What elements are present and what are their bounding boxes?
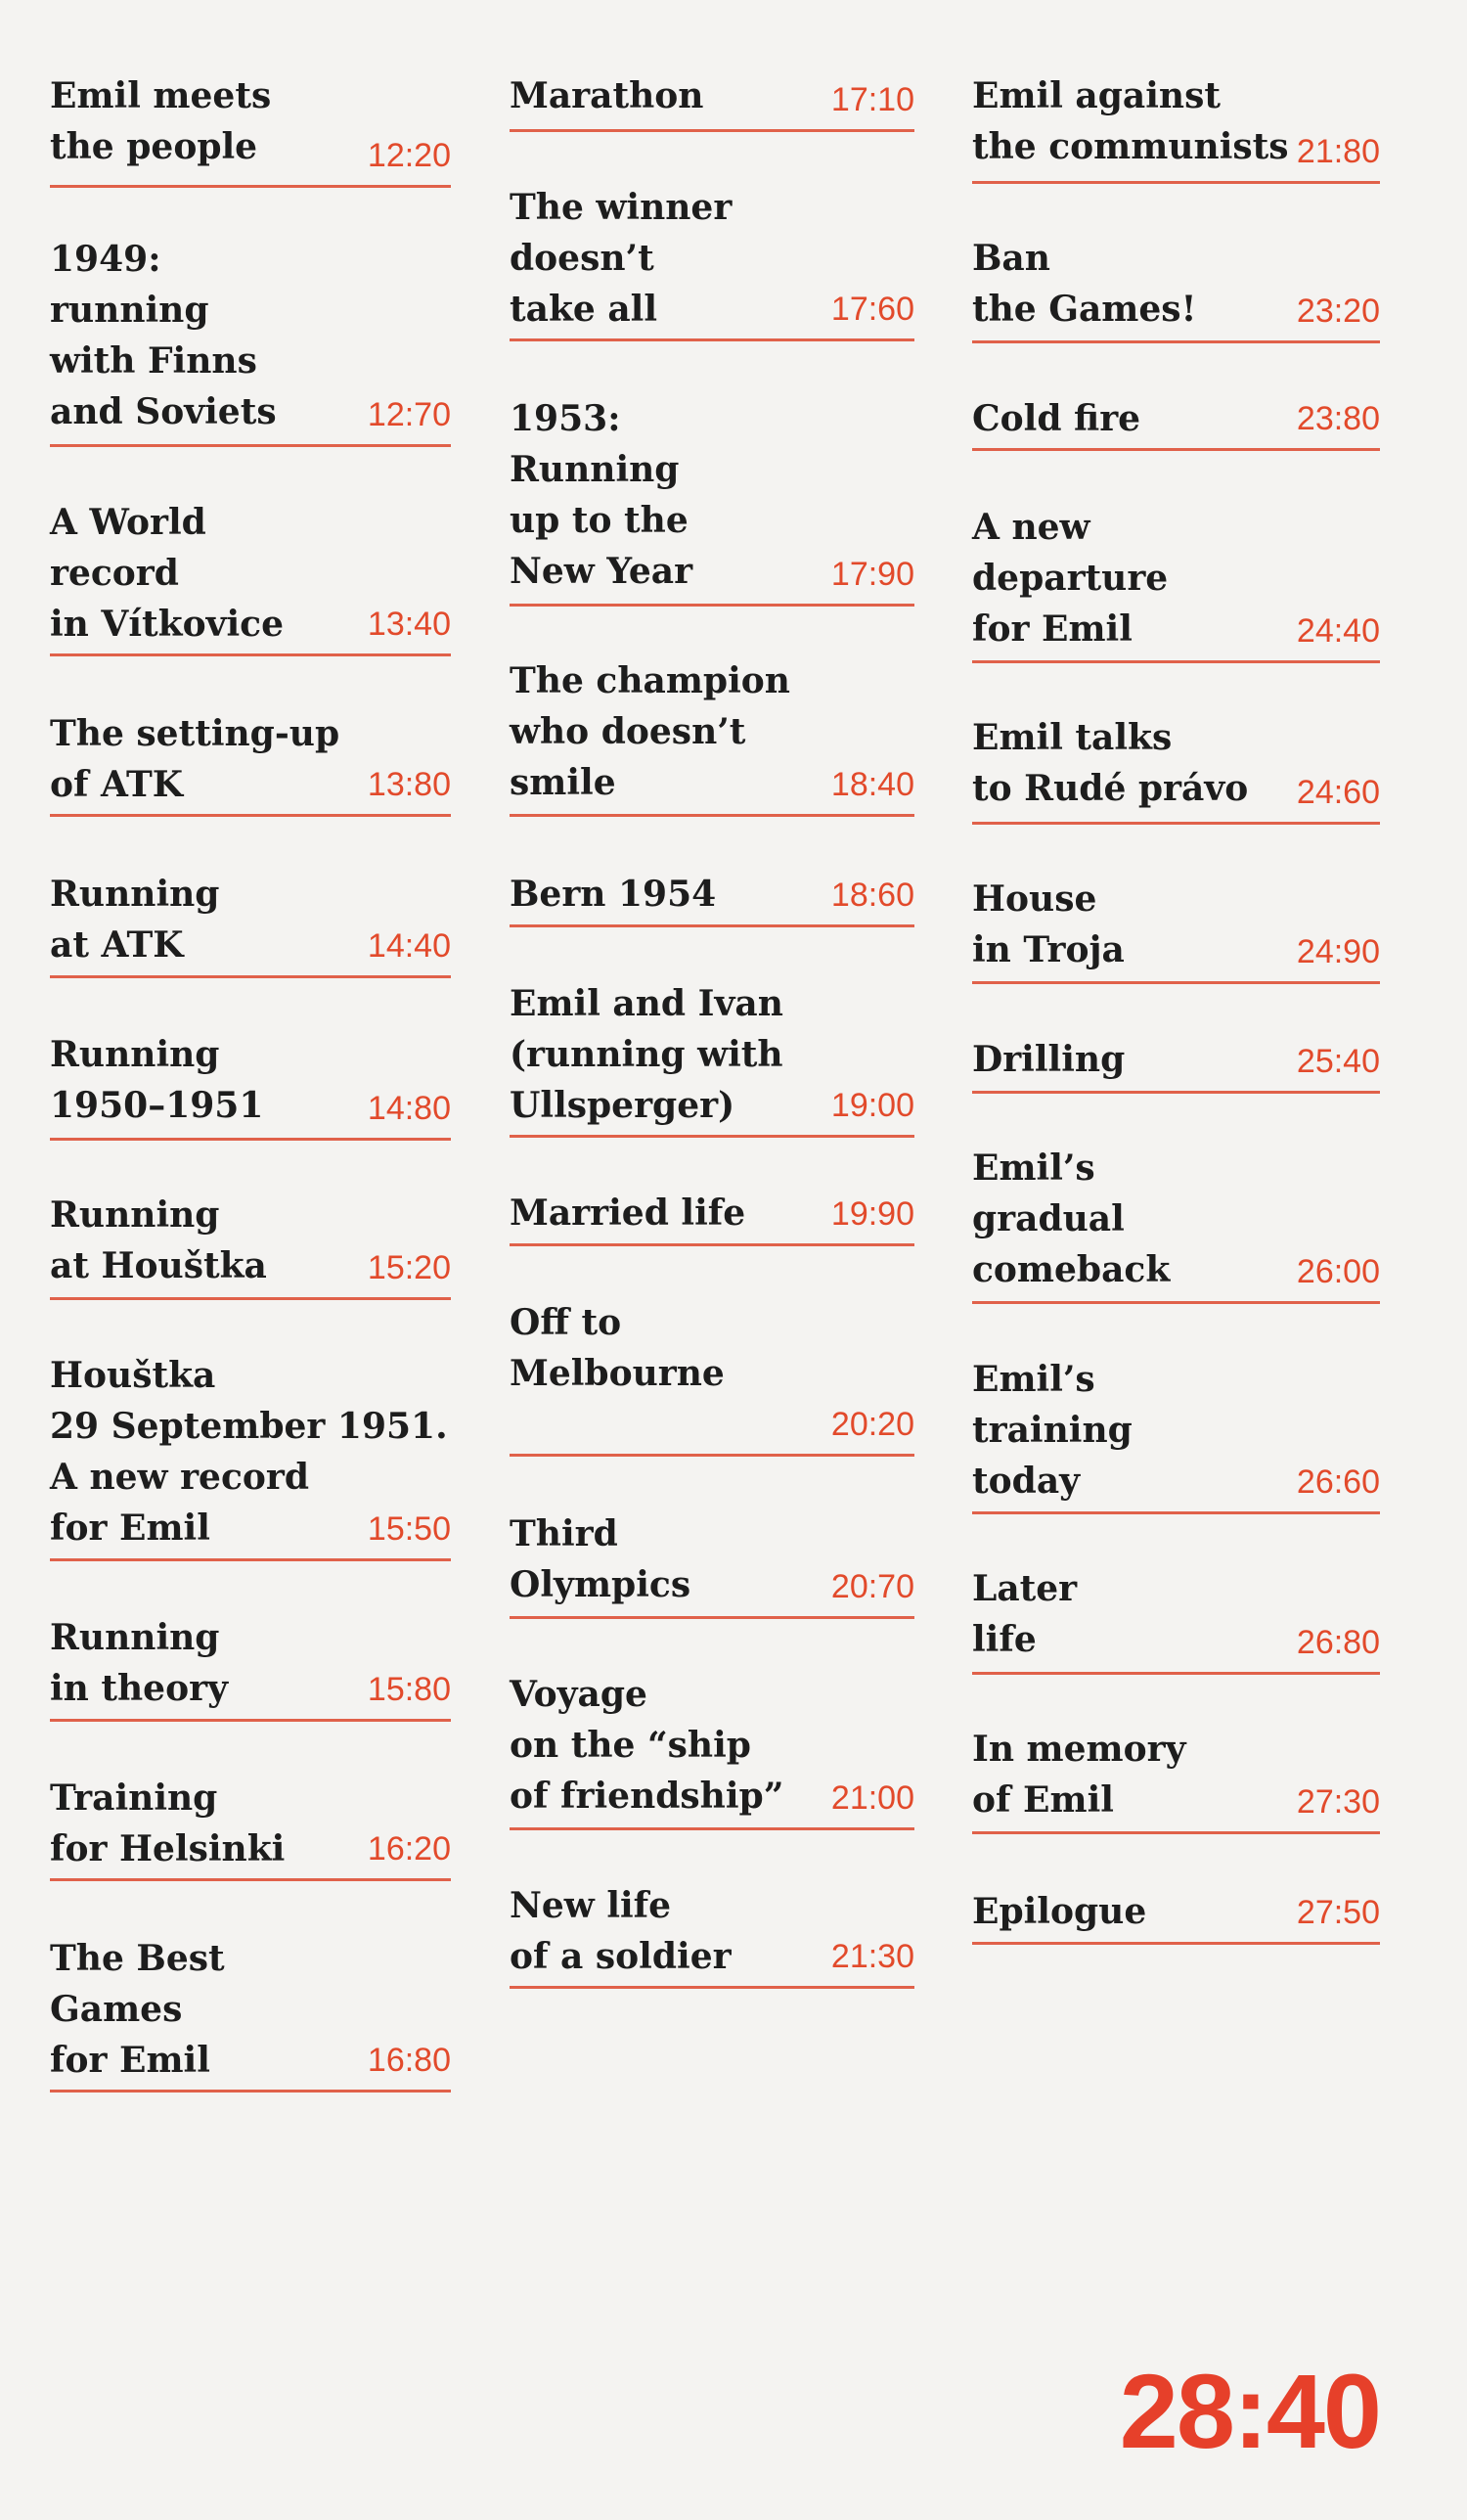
toc-entry[interactable] — [510, 1880, 914, 1989]
entry-time: 16:20 — [367, 1830, 451, 1868]
entry-time: 17:10 — [830, 81, 914, 118]
toc-entry[interactable] — [972, 874, 1380, 984]
entry-title: Emil talks to Rudé právo — [972, 717, 1249, 809]
entry-title: New life of a soldier — [510, 1885, 732, 1977]
entry-time: 18:40 — [830, 766, 914, 803]
entry-title: House in Troja — [972, 878, 1125, 970]
entry-time: 20:20 — [830, 1406, 914, 1443]
entry-time: 14:80 — [367, 1090, 451, 1127]
entry-title: The Best Games for Emil — [50, 1938, 225, 2081]
toc-entry[interactable] — [972, 712, 1380, 825]
toc-entry[interactable] — [972, 233, 1380, 343]
entry-time: 26:60 — [1296, 1463, 1380, 1501]
toc-entry[interactable] — [510, 1508, 914, 1619]
entry-title: 1949: running with Finns and Soviets — [50, 239, 277, 432]
final-time: 28:40 — [1119, 2352, 1380, 2470]
entry-title: Epilogue — [972, 1891, 1147, 1932]
entry-time: 13:40 — [367, 606, 451, 643]
entry-title: A World record in Vítkovice — [50, 502, 284, 645]
entry-time: 15:80 — [367, 1671, 451, 1708]
toc-entry[interactable] — [510, 70, 914, 132]
toc-entry[interactable] — [972, 70, 1380, 184]
toc-entry[interactable] — [50, 1612, 451, 1722]
toc-entry[interactable] — [972, 1724, 1380, 1834]
entry-title: Emil against the communists — [972, 75, 1289, 167]
entry-time: 27:50 — [1296, 1894, 1380, 1931]
toc-entry[interactable] — [50, 1773, 451, 1881]
toc-entry[interactable] — [50, 869, 451, 978]
entry-title: 1953: Running up to the New Year — [510, 398, 693, 592]
toc-entry[interactable] — [510, 393, 914, 607]
toc-entry[interactable] — [50, 708, 451, 817]
entry-time: 14:40 — [367, 927, 451, 965]
entry-time: 24:40 — [1296, 612, 1380, 650]
entry-time: 12:70 — [367, 396, 451, 433]
toc-entry[interactable] — [510, 1669, 914, 1830]
entry-title: Ban the Games! — [972, 238, 1197, 330]
entry-time: 16:80 — [367, 2042, 451, 2079]
entry-time: 15:50 — [367, 1510, 451, 1548]
entry-time: 21:30 — [830, 1938, 914, 1975]
entry-time: 24:60 — [1296, 774, 1380, 811]
entry-title: Emil meets the people — [50, 75, 272, 167]
toc-entry[interactable] — [50, 1933, 451, 2092]
toc-entry[interactable] — [510, 1297, 914, 1457]
toc-entry[interactable] — [50, 1190, 451, 1300]
entry-title: In memory of Emil — [972, 1729, 1186, 1821]
entry-time: 25:40 — [1296, 1043, 1380, 1080]
entry-time: 20:70 — [830, 1568, 914, 1605]
entry-title: Running in theory — [50, 1617, 228, 1709]
toc-entry[interactable] — [510, 978, 914, 1138]
toc-entry[interactable] — [510, 182, 914, 341]
entry-time: 21:00 — [830, 1779, 914, 1817]
toc-entry[interactable] — [50, 234, 451, 447]
toc-entry[interactable] — [972, 502, 1380, 663]
entry-title: Cold fire — [972, 398, 1141, 439]
entry-time: 23:80 — [1296, 400, 1380, 437]
entry-title: Married life — [510, 1192, 746, 1234]
entry-time: 17:90 — [830, 556, 914, 593]
entry-title: The champion who doesn’t smile — [510, 660, 790, 803]
entry-title: Voyage on the “ship of friendship” — [510, 1674, 784, 1817]
entry-title: Houštka 29 September 1951. A new record for Emil — [50, 1355, 448, 1549]
toc-entry[interactable] — [50, 70, 451, 188]
entry-title: Drilling — [972, 1039, 1126, 1080]
toc-entry[interactable] — [50, 1029, 451, 1141]
toc-entry[interactable] — [510, 869, 914, 927]
entry-time: 21:80 — [1296, 133, 1380, 170]
toc-entry[interactable] — [972, 1354, 1380, 1514]
entry-title: Third Olympics — [510, 1513, 691, 1605]
entry-time: 13:80 — [367, 766, 451, 803]
entry-time: 23:20 — [1296, 292, 1380, 330]
toc-entry[interactable] — [972, 1886, 1380, 1945]
entry-time: 19:00 — [830, 1087, 914, 1124]
entry-title: Emil and Ivan (running with Ullsperger) — [510, 983, 783, 1126]
entry-title: The setting-up of ATK — [50, 713, 340, 805]
entry-title: Bern 1954 — [510, 874, 717, 915]
entry-title: Running at ATK — [50, 874, 220, 966]
entry-title: Training for Helsinki — [50, 1778, 286, 1869]
entry-title: Emil’s gradual comeback — [972, 1148, 1171, 1290]
entry-time: 17:60 — [830, 291, 914, 328]
toc-entry[interactable] — [510, 655, 914, 817]
entry-title: Later life — [972, 1568, 1078, 1660]
entry-title: Marathon — [510, 75, 704, 116]
entry-title: The winner doesn’t take all — [510, 187, 733, 330]
toc-entry[interactable] — [50, 497, 451, 656]
entry-title: Running 1950–1951 — [50, 1034, 264, 1126]
toc-entry[interactable] — [50, 1350, 451, 1561]
entry-time: 27:30 — [1296, 1783, 1380, 1821]
entry-time: 19:90 — [830, 1195, 914, 1233]
entry-time: 26:00 — [1296, 1253, 1380, 1290]
entry-time: 15:20 — [367, 1249, 451, 1286]
toc-entry[interactable] — [972, 1034, 1380, 1094]
toc-entry[interactable] — [510, 1188, 914, 1246]
entry-title: Off to Melbourne — [510, 1302, 725, 1394]
entry-title: Emil’s training today — [972, 1359, 1133, 1502]
toc-entry[interactable] — [972, 1563, 1380, 1675]
entry-time: 18:60 — [830, 877, 914, 914]
toc-entry[interactable] — [972, 393, 1380, 451]
entry-title: Running at Houštka — [50, 1194, 267, 1286]
entry-time: 26:80 — [1296, 1624, 1380, 1661]
entry-title: A new departure for Emil — [972, 507, 1169, 650]
entry-time: 24:90 — [1296, 933, 1380, 970]
toc-entry[interactable] — [972, 1143, 1380, 1304]
entry-time: 12:20 — [367, 137, 451, 174]
